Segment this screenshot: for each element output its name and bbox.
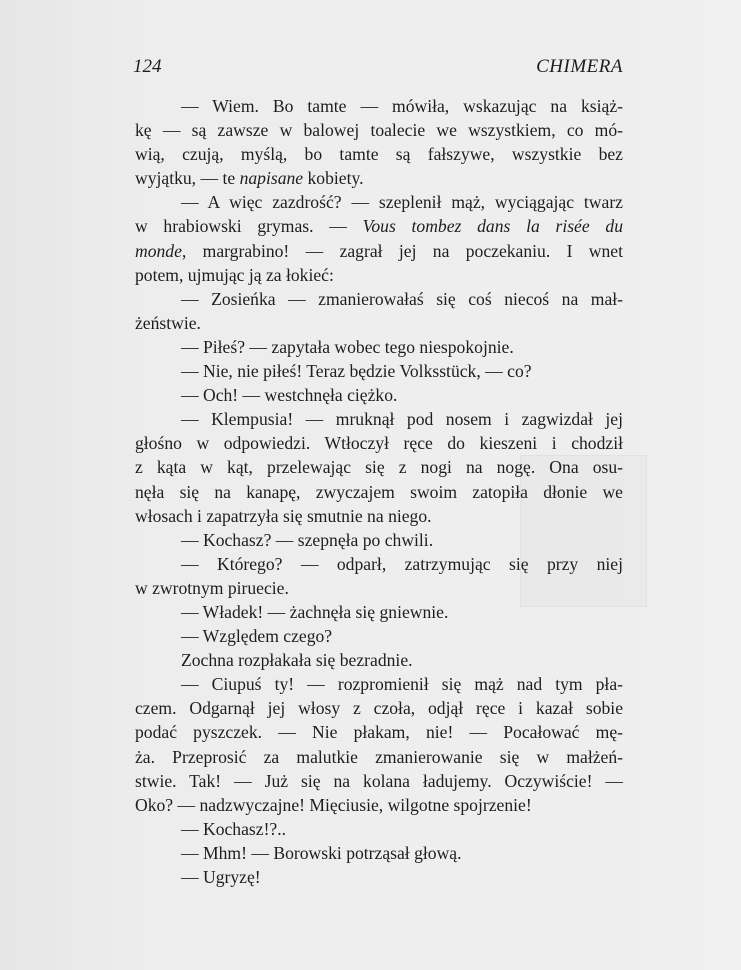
text-line: głośno w odpowiedzi. Wtłoczył ręce do kieszeni i chodził	[135, 433, 623, 454]
body-text	[135, 94, 623, 889]
text-line: — Och! — westchnęła ciężko.	[181, 385, 398, 406]
text-line: — Władek! — żachnęła się gniewnie.	[181, 601, 449, 622]
text-line: — Klempusia! — mruknął pod nosem i zagwizdał jej	[181, 409, 623, 430]
text-line: — Ugryzę!	[181, 867, 261, 887]
running-title: CHIMERA	[536, 56, 623, 77]
text-line: potem, ujmując ją za łokieć:	[135, 264, 334, 285]
text-line: — Kochasz? — szepnęła po chwili.	[181, 529, 434, 550]
text-line: — Mhm! — Borowski potrząsał głową.	[181, 842, 462, 863]
text-line: — Wiem. Bo tamte — mówiła, wskazując na książ-	[181, 96, 623, 116]
text-line: — Którego? — odparł, zatrzymując się przy niej	[181, 553, 623, 574]
text-line: włosach i zapatrzyła się smutnie na niego.	[135, 505, 432, 526]
text-line: stwie. Tak! — Już się na kolana ładujemy. Oczywiście! —	[135, 770, 623, 791]
italic-phrase: monde,	[135, 240, 187, 261]
text-line: — Zosieńka — zmanierowałaś się coś niecoś na mał-	[181, 288, 623, 309]
text-line: wią, czują, myślą, bo tamte są fałszywe, wszystkie bez	[135, 144, 623, 165]
text-line: z kąta w kąt, przelewając się z nogi na nogę. Ona osu-	[135, 457, 623, 478]
text-line: podać pyszczek. — Nie płakam, nie! — Pocałować mę-	[135, 722, 623, 743]
text-line: — Ciupuś ty! — rozpromienił się mąż nad tym pła-	[181, 674, 623, 695]
text-line: — A więc zazdrość? — szeplenił mąż, wyciągając twarz	[181, 192, 623, 213]
text-line: ża. Przeprosić za malutkie zmanierowanie się w małżeń-	[135, 746, 623, 767]
text-line: — Nie, nie piłeś! Teraz będzie Volksstück, — co?	[181, 361, 532, 382]
italic-phrase: napisane	[239, 168, 304, 189]
text-line: — Piłeś? — zapytała wobec tego niespokojnie.	[181, 336, 514, 357]
running-header	[133, 56, 623, 80]
text-line: monde, margrabino! — zagrał jej na poczekaniu. I wnet	[135, 240, 623, 261]
text-line: kę — są zawsze w balowej toalecie we wszystkiem, co mó-	[135, 120, 623, 141]
text-line: wyjątku, — te napisane kobiety.	[135, 168, 364, 189]
text-line: Oko? — nadzwyczajne! Mięciusie, wilgotne spojrzenie!	[135, 794, 532, 815]
text-line: Zochna rozpłakała się bezradnie.	[181, 650, 413, 671]
text-line: — Względem czego?	[181, 626, 333, 647]
text-line: — Kochasz!?..	[181, 818, 287, 839]
italic-phrase: Vous tombez dans la risée du	[362, 216, 623, 237]
text-line: nęła się na kanapę, zwyczajem swoim zatopiła dłonie we	[135, 481, 623, 502]
page-number: 124	[133, 56, 162, 77]
text-line: w zwrotnym piruecie.	[135, 577, 289, 598]
text-line: żeństwie.	[135, 312, 201, 333]
text-line: czem. Odgarnął jej włosy z czoła, odjął ręce i kazał sobie	[135, 698, 623, 719]
text-line: w hrabiowski grymas. — Vous tombez dans la risée du	[135, 216, 623, 237]
